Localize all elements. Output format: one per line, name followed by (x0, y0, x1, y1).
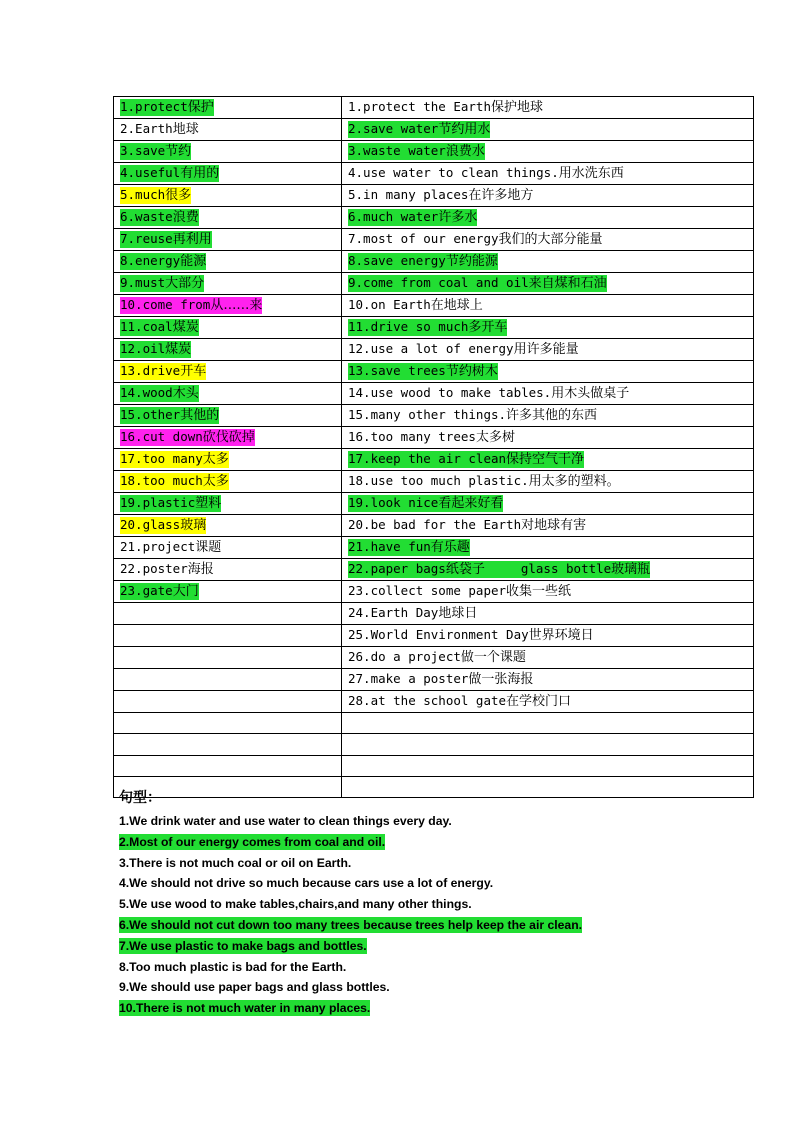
phrase-cell (342, 647, 754, 669)
vocabulary-table-body (114, 97, 754, 798)
sentence-text: 7.We use plastic to make bags and bottles. (119, 938, 367, 953)
word-cell (114, 339, 342, 361)
vocab-entry (348, 209, 477, 226)
vocab-english: 3.save (120, 143, 166, 158)
vocab-english: 26.do a project (348, 649, 461, 664)
word-cell (114, 207, 342, 229)
sentence-list (119, 811, 759, 1019)
vocab-chinese: 做一个课题 (460, 650, 526, 665)
vocab-chinese: 节约能源 (445, 254, 498, 269)
word-cell (114, 515, 342, 537)
vocab-english: 5.much (120, 187, 166, 202)
sentence-item (119, 873, 759, 894)
vocab-english: 21.have fun (348, 539, 431, 554)
vocab-entry (120, 253, 206, 270)
vocab-entry (348, 649, 526, 666)
word-cell (114, 734, 342, 755)
vocab-english: 22.paper bags (348, 561, 446, 576)
sentence-patterns-section (119, 787, 759, 1019)
vocab-chinese: 用水洗东西 (558, 166, 624, 181)
vocab-english: 19.plastic (120, 495, 196, 510)
vocab-chinese: 我们的大部分能量 (498, 232, 603, 247)
vocab-entry (120, 319, 199, 336)
vocab-chinese: 对地球有害 (521, 518, 587, 533)
word-cell (114, 559, 342, 581)
word-cell (114, 603, 342, 625)
phrase-cell (342, 361, 754, 383)
vocab-english: 7.reuse (120, 231, 173, 246)
vocab-english: 13.save trees (348, 363, 446, 378)
vocab-english: 1.protect (120, 99, 188, 114)
table-row (114, 581, 754, 603)
vocab-english: 23.collect some paper (348, 583, 507, 598)
table-row (114, 163, 754, 185)
word-cell (114, 449, 342, 471)
sentence-item (119, 915, 759, 936)
phrase-cell (342, 295, 754, 317)
vocab-entry (348, 605, 477, 622)
sentence-item (119, 894, 759, 915)
vocab-english: 16.too many trees (348, 429, 476, 444)
vocab-chinese: 大部分 (165, 276, 205, 291)
vocab-entry (120, 341, 191, 358)
table-row (114, 691, 754, 713)
vocab-english: 11.drive so much (348, 319, 469, 334)
vocab-chinese: 砍伐砍掉 (202, 430, 255, 445)
phrase-cell (342, 427, 754, 449)
vocab-chinese: 在地球上 (430, 298, 483, 313)
vocab-chinese: 太多 (202, 452, 229, 467)
table-row (114, 734, 754, 755)
vocab-chinese: 玻璃瓶 (611, 562, 651, 577)
vocab-english: 18.too much (120, 473, 203, 488)
phrase-cell (342, 559, 754, 581)
vocab-english: 24.Earth Day (348, 605, 439, 620)
vocab-chinese: 大门 (172, 584, 199, 599)
sentence-text: 3.There is not much coal or oil on Earth. (119, 855, 352, 870)
word-cell (114, 493, 342, 515)
vocab-chinese: 塑料 (195, 496, 222, 511)
table-row (114, 559, 754, 581)
table-row (114, 647, 754, 669)
vocab-chinese: 看起来好看 (438, 496, 504, 511)
vocab-chinese: 地球日 (438, 606, 478, 621)
vocab-english: 13.drive (120, 363, 181, 378)
vocab-chinese: 玻璃 (180, 518, 207, 533)
vocab-entry (120, 165, 219, 182)
vocab-english: 14.use wood to make tables. (348, 385, 552, 400)
vocab-chinese: 其他的 (180, 408, 220, 423)
word-cell (114, 755, 342, 776)
vocab-entry (120, 187, 191, 204)
word-cell (114, 713, 342, 734)
vocabulary-table (113, 96, 754, 798)
table-row (114, 141, 754, 163)
vocab-english: 27.make a poster (348, 671, 469, 686)
phrase-cell (342, 669, 754, 691)
vocab-english: 28.at the school gate (348, 693, 507, 708)
phrase-cell (342, 449, 754, 471)
vocab-entry (348, 561, 650, 578)
word-cell (114, 537, 342, 559)
vocab-chinese: 收集一些纸 (506, 584, 572, 599)
phrase-cell (342, 383, 754, 405)
vocab-chinese: 在学校门口 (506, 694, 572, 709)
vocab-english: 12.oil (120, 341, 166, 356)
vocab-english: 7.most of our energy (348, 231, 499, 246)
word-cell (114, 669, 342, 691)
vocab-english: 10.come from (120, 297, 211, 312)
vocab-chinese: 很多 (165, 188, 192, 203)
vocab-entry (120, 407, 219, 424)
table-row (114, 405, 754, 427)
vocab-entry (120, 451, 229, 468)
vocab-entry (348, 385, 629, 402)
sentence-text: 2.Most of our energy comes from coal and oil. (119, 834, 386, 849)
word-cell (114, 273, 342, 295)
vocab-entry (120, 363, 206, 380)
word-cell (114, 471, 342, 493)
vocab-entry (120, 583, 199, 600)
vocab-entry (120, 517, 206, 534)
vocab-entry (348, 297, 483, 314)
vocab-chinese: 开车 (180, 364, 207, 379)
table-row (114, 295, 754, 317)
vocab-english: 22.poster (120, 561, 188, 576)
phrase-cell (342, 251, 754, 273)
table-row (114, 755, 754, 776)
vocab-chinese: 太多树 (475, 430, 515, 445)
vocab-chinese: 木头 (172, 386, 199, 401)
sentence-text: 9.We should use paper bags and glass bottles. (119, 980, 390, 995)
vocab-entry (348, 539, 470, 556)
table-row (114, 537, 754, 559)
phrase-cell (342, 603, 754, 625)
vocab-english: 8.save energy (348, 253, 446, 268)
phrase-cell (342, 339, 754, 361)
vocab-entry (348, 165, 624, 182)
vocab-chinese: 用许多能量 (513, 342, 579, 357)
vocab-entry (120, 495, 221, 512)
phrase-cell (342, 317, 754, 339)
vocab-english: 6.much water (348, 209, 439, 224)
vocab-chinese: 做一张海报 (468, 672, 534, 687)
vocab-chinese: 浪费水 (445, 144, 485, 159)
vocab-chinese: 节约用水 (438, 122, 491, 137)
vocab-english: 14.wood (120, 385, 173, 400)
vocab-english: 2.Earth (120, 121, 173, 136)
table-row (114, 471, 754, 493)
table-row (114, 449, 754, 471)
phrase-cell (342, 141, 754, 163)
vocab-entry (348, 671, 533, 688)
vocab-entry (348, 121, 490, 138)
vocab-entry (348, 429, 515, 446)
table-row (114, 207, 754, 229)
vocab-entry (120, 143, 191, 160)
table-row (114, 669, 754, 691)
vocab-english: 3.waste water (348, 143, 446, 158)
word-cell (114, 141, 342, 163)
vocab-chinese: 节约树木 (445, 364, 498, 379)
sentence-item (119, 936, 759, 957)
vocab-chinese: 地球 (172, 122, 199, 137)
vocab-english: 19.look nice (348, 495, 439, 510)
table-row (114, 273, 754, 295)
phrase-cell (342, 273, 754, 295)
vocab-chinese: 许多其他的东西 (506, 408, 598, 423)
vocab-entry (348, 143, 485, 160)
vocab-english: 4.useful (120, 165, 181, 180)
vocab-chinese: 太多 (202, 474, 229, 489)
table-row (114, 603, 754, 625)
vocab-english: 10.on Earth (348, 297, 431, 312)
sentence-text: 10.There is not much water in many places. (119, 1001, 371, 1016)
vocab-english: 9.come from coal and oil (348, 275, 529, 290)
vocab-chinese: 纸袋子 (445, 562, 485, 577)
vocab-chinese: 海报 (187, 562, 214, 577)
vocab-entry (120, 275, 204, 292)
vocab-entry (348, 407, 597, 424)
vocab-entry (120, 385, 199, 402)
vocab-entry (348, 341, 579, 358)
phrase-cell (342, 163, 754, 185)
word-cell (114, 119, 342, 141)
vocab-entry (348, 495, 503, 512)
phrase-cell (342, 581, 754, 603)
vocab-english: 20.glass (120, 517, 181, 532)
vocab-entry (348, 319, 507, 336)
vocab-chinese: 在许多地方 (468, 188, 534, 203)
phrase-cell (342, 691, 754, 713)
vocab-entry (348, 583, 571, 600)
table-row (114, 317, 754, 339)
phrase-cell (342, 734, 754, 755)
vocab-chinese: 课题 (195, 540, 222, 555)
vocab-entry (120, 209, 199, 226)
word-cell (114, 581, 342, 603)
vocab-english: 23.gate (120, 583, 173, 598)
word-cell (114, 405, 342, 427)
sentence-item (119, 853, 759, 874)
vocab-english: 2.save water (348, 121, 439, 136)
phrase-cell (342, 537, 754, 559)
phrase-cell (342, 229, 754, 251)
table-row (114, 493, 754, 515)
word-cell (114, 97, 342, 119)
phrase-cell (342, 713, 754, 734)
vocab-english: 21.project (120, 539, 196, 554)
word-cell (114, 163, 342, 185)
phrase-cell (342, 471, 754, 493)
vocab-chinese: 保护 (187, 100, 214, 115)
sentence-text: 8.Too much plastic is bad for the Earth. (119, 959, 347, 974)
phrase-cell (342, 493, 754, 515)
vocab-english: 15.other (120, 407, 181, 422)
vocab-english: 17.keep the air clean (348, 451, 507, 466)
word-cell (114, 185, 342, 207)
vocab-english: 5.in many places (348, 187, 469, 202)
vocab-entry (120, 473, 229, 490)
vocab-chinese: 有用的 (180, 166, 220, 181)
vocab-entry (120, 121, 199, 138)
vocab-chinese: 能源 (180, 254, 207, 269)
sentence-text: 4.We should not drive so much because cars use a lot of energy. (119, 876, 494, 891)
vocab-english: 8.energy (120, 253, 181, 268)
vocab-english: 6.waste (120, 209, 173, 224)
vocab-english: 12.use a lot of energy (348, 341, 514, 356)
word-cell (114, 251, 342, 273)
vocab-english: 15.many other things. (348, 407, 507, 422)
word-cell (114, 383, 342, 405)
vocab-chinese: 煤炭 (165, 342, 192, 357)
vocab-chinese: 用太多的塑料。 (528, 474, 620, 489)
phrase-cell (342, 755, 754, 776)
phrase-cell (342, 625, 754, 647)
vocab-entry (120, 231, 212, 248)
sentence-item (119, 832, 759, 853)
word-cell (114, 295, 342, 317)
phrase-cell (342, 97, 754, 119)
vocab-entry (348, 473, 620, 490)
vocab-entry (120, 297, 262, 314)
vocab-chinese: 许多水 (438, 210, 478, 225)
word-cell (114, 691, 342, 713)
vocab-entry (348, 451, 584, 468)
vocab-chinese: 从……来 (210, 298, 263, 313)
vocab-english: 18.use too much plastic. (348, 473, 529, 488)
vocab-english: 11.coal (120, 319, 173, 334)
vocab-chinese: 用木头做桌子 (551, 386, 630, 401)
table-row (114, 427, 754, 449)
word-cell (114, 427, 342, 449)
vocab-chinese: 再利用 (172, 232, 212, 247)
vocab-entry (120, 429, 255, 446)
vocab-entry (348, 187, 533, 204)
vocab-entry (120, 539, 221, 556)
vocab-entry (120, 99, 214, 116)
vocab-english: 1.protect the Earth (348, 99, 491, 114)
table-row (114, 229, 754, 251)
vocab-english: 4.use water to clean things. (348, 165, 559, 180)
sentence-text: 6.We should not cut down too many trees because trees help keep the air clean. (119, 917, 583, 932)
table-row (114, 713, 754, 734)
vocab-chinese: 多开车 (468, 320, 508, 335)
phrase-cell (342, 405, 754, 427)
vocab-entry (348, 693, 571, 710)
vocab-english: 16.cut down (120, 429, 203, 444)
sentence-item (119, 957, 759, 978)
table-row (114, 119, 754, 141)
word-cell (114, 361, 342, 383)
table-row (114, 515, 754, 537)
vocab-entry (120, 561, 214, 578)
sentence-text: 5.We use wood to make tables,chairs,and many other things. (119, 897, 472, 912)
vocab-chinese: 来自煤和石油 (528, 276, 607, 291)
vocab-chinese: 世界环境日 (528, 628, 594, 643)
word-cell (114, 317, 342, 339)
phrase-cell (342, 119, 754, 141)
word-cell (114, 229, 342, 251)
vocab-entry (348, 231, 603, 248)
table-row (114, 339, 754, 361)
vocab-english: glass bottle (520, 561, 612, 576)
vocab-entry (348, 275, 607, 292)
phrase-cell (342, 515, 754, 537)
vocab-english: 9.must (120, 275, 166, 290)
table-row (114, 361, 754, 383)
vocab-chinese: 保持空气干净 (506, 452, 585, 467)
vocab-english: 25.World Environment Day (348, 627, 529, 642)
table-row (114, 97, 754, 119)
word-cell (114, 647, 342, 669)
phrase-cell (342, 185, 754, 207)
sentence-item (119, 998, 759, 1019)
phrase-cell (342, 207, 754, 229)
vocab-english: 20.be bad for the Earth (348, 517, 522, 532)
table-row (114, 383, 754, 405)
vocab-chinese: 浪费 (172, 210, 199, 225)
sentence-patterns-heading: 句型： (119, 790, 161, 806)
vocab-entry (348, 253, 498, 270)
sentence-item (119, 811, 759, 832)
vocab-chinese: 保护地球 (491, 100, 544, 115)
sentence-item (119, 977, 759, 998)
vocab-entry (348, 517, 586, 534)
vocab-chinese: 有乐趣 (430, 540, 470, 555)
vocab-chinese: 煤炭 (172, 320, 199, 335)
table-row (114, 185, 754, 207)
vocab-entry (348, 363, 498, 380)
table-row (114, 625, 754, 647)
vocab-english: 17.too many (120, 451, 203, 466)
sentence-text: 1.We drink water and use water to clean things every day. (119, 814, 452, 828)
vocab-entry (348, 627, 594, 644)
vocab-entry (348, 99, 543, 116)
table-row (114, 251, 754, 273)
word-cell (114, 625, 342, 647)
vocab-chinese: 节约 (165, 144, 192, 159)
